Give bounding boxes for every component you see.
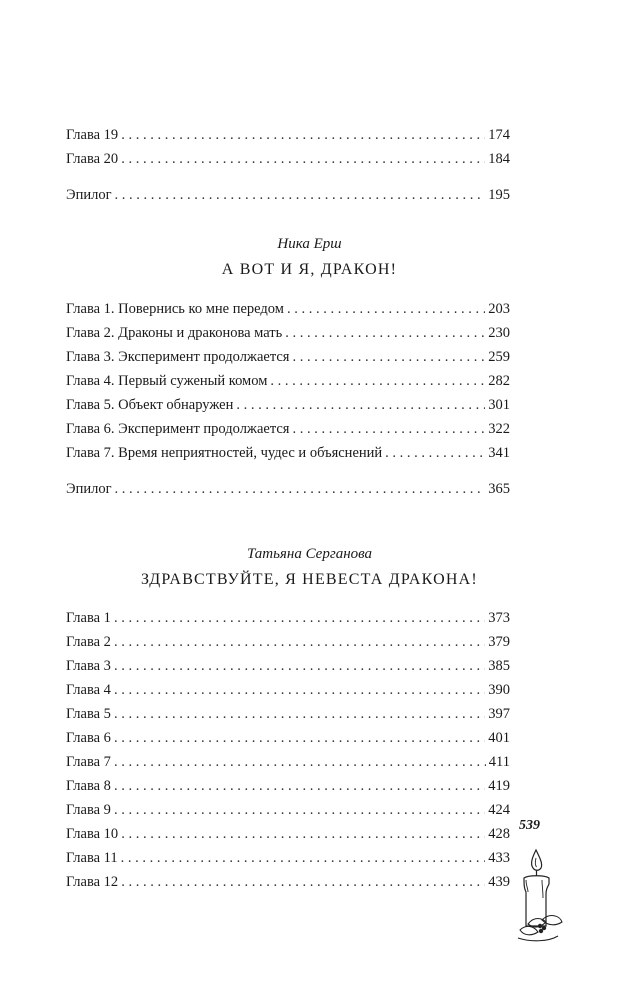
entry-page: 322 <box>488 421 510 437</box>
entry-page: 195 <box>488 187 510 203</box>
dot-leader <box>114 631 485 653</box>
entry-title: Глава 12 <box>66 874 119 890</box>
entry-title: Глава 4. Первый суженый комом <box>66 373 268 389</box>
entry-title: Глава 19 <box>66 127 119 143</box>
dot-leader <box>114 775 485 797</box>
entry-title: Глава 6. Эксперимент продолжается <box>66 421 290 437</box>
entry-title: Глава 4 <box>66 682 111 698</box>
entry-page: 301 <box>488 397 510 413</box>
page-number: 539 <box>519 818 540 833</box>
toc-entry[interactable] <box>66 346 510 368</box>
dot-leader <box>270 370 485 392</box>
entry-title: Глава 1. Повернись ко мне передом <box>66 301 284 317</box>
toc-entry[interactable] <box>66 799 510 821</box>
entry-page: 424 <box>488 802 510 818</box>
toc-entry[interactable] <box>66 442 510 464</box>
dot-leader <box>114 727 485 749</box>
entry-page: 203 <box>488 301 510 317</box>
entry-title: Глава 9 <box>66 802 111 818</box>
section-3-author: Татьяна Серганова <box>246 546 373 562</box>
entry-title: Глава 20 <box>66 151 119 167</box>
entry-title: Глава 7. Время неприятностей, чудес и объяснений <box>66 445 383 461</box>
dot-leader <box>121 148 485 170</box>
toc-entry[interactable] <box>66 727 510 749</box>
toc-entry[interactable] <box>66 703 510 725</box>
dot-leader <box>236 394 485 416</box>
dot-leader <box>114 655 485 677</box>
entry-title: Глава 5. Объект обнаружен <box>66 397 234 413</box>
dot-leader <box>292 418 485 440</box>
entry-page: 390 <box>488 682 510 698</box>
dot-leader <box>121 847 486 869</box>
dot-leader <box>114 679 485 701</box>
toc-entry[interactable] <box>66 370 510 392</box>
entry-title: Эпилог <box>66 481 112 497</box>
entry-title: Глава 5 <box>66 706 111 722</box>
dot-leader <box>114 703 485 725</box>
toc-entry[interactable] <box>66 607 510 629</box>
toc-entry[interactable] <box>66 418 510 440</box>
toc-entry[interactable] <box>66 394 510 416</box>
dot-leader <box>115 478 486 500</box>
entry-page: 341 <box>488 445 510 461</box>
entry-page: 174 <box>488 127 510 143</box>
entry-page: 259 <box>488 349 510 365</box>
entry-title: Глава 7 <box>66 754 111 770</box>
toc-entry[interactable] <box>66 631 510 653</box>
toc-entry[interactable] <box>66 655 510 677</box>
dot-leader <box>292 346 485 368</box>
entry-page: 439 <box>488 874 510 890</box>
candle-icon <box>512 846 566 946</box>
dot-leader <box>121 871 485 893</box>
section-2-title: А ВОТ И Я, ДРАКОН! <box>221 261 398 278</box>
entry-page: 411 <box>488 754 510 770</box>
toc-entry[interactable] <box>66 148 510 170</box>
entry-page: 373 <box>488 610 510 626</box>
toc-entry[interactable] <box>66 124 510 146</box>
toc-entry[interactable] <box>66 298 510 320</box>
entry-page: 184 <box>488 151 510 167</box>
entry-title: Глава 8 <box>66 778 111 794</box>
dot-leader <box>285 322 485 344</box>
entry-page: 419 <box>488 778 510 794</box>
entry-title: Глава 3 <box>66 658 111 674</box>
toc-epilogue[interactable] <box>66 184 510 206</box>
entry-title: Глава 10 <box>66 826 119 842</box>
dot-leader <box>114 607 485 629</box>
entry-title: Эпилог <box>66 187 112 203</box>
toc-entry[interactable] <box>66 823 510 845</box>
entry-page: 365 <box>488 481 510 497</box>
entry-page: 379 <box>488 634 510 650</box>
entry-page: 230 <box>488 325 510 341</box>
section-3-title: ЗДРАВСТВУЙТЕ, Я НЕВЕСТА ДРАКОНА! <box>141 571 478 588</box>
entry-title: Глава 6 <box>66 730 111 746</box>
section-2-author: Ника Ерш <box>277 236 342 252</box>
dot-leader <box>385 442 485 464</box>
entry-title: Глава 2. Драконы и драконова мать <box>66 325 283 341</box>
entry-page: 428 <box>488 826 510 842</box>
dot-leader <box>121 823 485 845</box>
toc-entry[interactable] <box>66 775 510 797</box>
dot-leader <box>121 124 485 146</box>
dot-leader <box>287 298 485 320</box>
toc-entry[interactable] <box>66 679 510 701</box>
dot-leader <box>115 184 486 206</box>
entry-page: 397 <box>488 706 510 722</box>
entry-title: Глава 11 <box>66 850 118 866</box>
entry-page: 385 <box>488 658 510 674</box>
entry-page: 282 <box>488 373 510 389</box>
dot-leader <box>114 799 485 821</box>
toc-epilogue[interactable] <box>66 478 510 500</box>
entry-title: Глава 1 <box>66 610 111 626</box>
dot-leader <box>114 751 486 773</box>
toc-entry[interactable] <box>66 751 510 773</box>
entry-page: 433 <box>488 850 510 866</box>
toc-entry[interactable] <box>66 847 510 869</box>
entry-title: Глава 2 <box>66 634 111 650</box>
toc-entry[interactable] <box>66 871 510 893</box>
toc-entry[interactable] <box>66 322 510 344</box>
entry-page: 401 <box>488 730 510 746</box>
entry-title: Глава 3. Эксперимент продолжается <box>66 349 290 365</box>
